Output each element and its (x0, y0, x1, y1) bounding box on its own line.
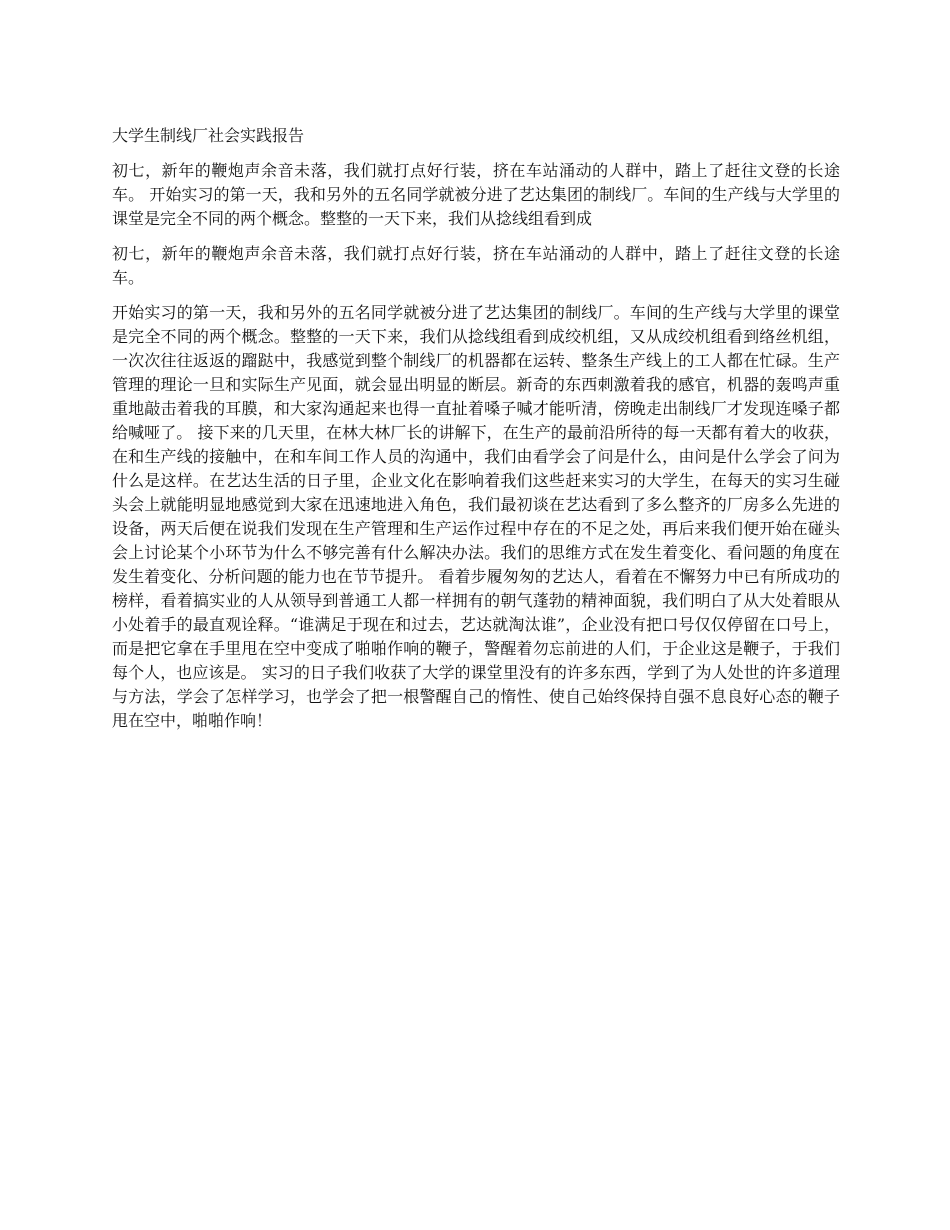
document-page (112, 124, 840, 744)
paragraph-departure: 初七，新年的鞭炮声余音未落，我们就打点好行装，挤在车站涌动的人群中，踏上了赶往文登的长途车。 (112, 244, 840, 287)
document-title: 大学生制线厂社会实践报告 (112, 126, 305, 145)
paragraph-internship-body: 开始实习的第一天，我和另外的五名同学就被分进了艺达集团的制线厂。车间的生产线与大学里的课堂是完全不同的两个概念。整整的一天下来，我们从捻线组看到成绞机组，又从成绞机组看到络丝机组，一次次往往返返的蹓跶中，我感觉到整个制线厂的机器都在运转、整条生产线上的工人都在忙碌。生产管理的理论一旦和实际生产见面，就会显出明显的断层。新奇的东西刺激着我的感官，机器的轰鸣声重重地敲击着我的耳膜，和大家沟通起来也得一直扯着嗓子喊才能听清，傍晚走出制线厂才发现连嗓子都给喊哑了。 接下来的几天里，在林大林厂长的讲解下，在生产的最前沿所待的每一天都有着大的收获，在和生产线的接触中，在和车间工作人员的沟通中，我们由看学会了问是什么，由问是什么学会了问为什么是这样。在艺达生活的日子里，企业文化在影响着我们这些赶来实习的大学生，在每天的实习生碰头会上就能明显地感觉到大家在迅速地进入角色，我们最初谈在艺达看到了多么整齐的厂房多么先进的设备，两天后便在说我们发现在生产管理和生产运作过程中存在的不足之处，再后来我们便开始在碰头会上讨论某个小环节为什么不够完善有什么解决办法。我们的思维方式在发生着变化、看问题的角度在发生着变化、分析问题的能力也在节节提升。 看着步履匆匆的艺达人，看着在不懈努力中已有所成功的榜样，看着搞实业的人从领导到普通工人都一样拥有的朝气蓬勃的精神面貌，我们明白了从大处着眼从小处着手的最直观诠释。“谁满足于现在和过去，艺达就淘汰谁”，企业没有把口号仅仅停留在口号上，而是把它拿在手里甩在空中变成了啪啪作响的鞭子，警醒着勿忘前进的人们，于企业这是鞭子，于我们每个人，也应该是。 实习的日子我们收获了大学的课堂里没有的许多东西，学到了为人处世的许多道理与方法，学会了怎样学习，也学会了把一根警醒自己的惰性、使自己始终保持自强不息良好心态的鞭子甩在空中，啪啪作响！ (112, 303, 840, 730)
paragraph-intro-summary: 初七，新年的鞭炮声余音未落，我们就打点好行装，挤在车站涌动的人群中，踏上了赶往文登的长途车。 开始实习的第一天，我和另外的五名同学就被分进了艺达集团的制线厂。车间的生产线与大学里的课堂是完全不同的两个概念。整整的一天下来，我们从捻线组看到成 (112, 161, 840, 228)
